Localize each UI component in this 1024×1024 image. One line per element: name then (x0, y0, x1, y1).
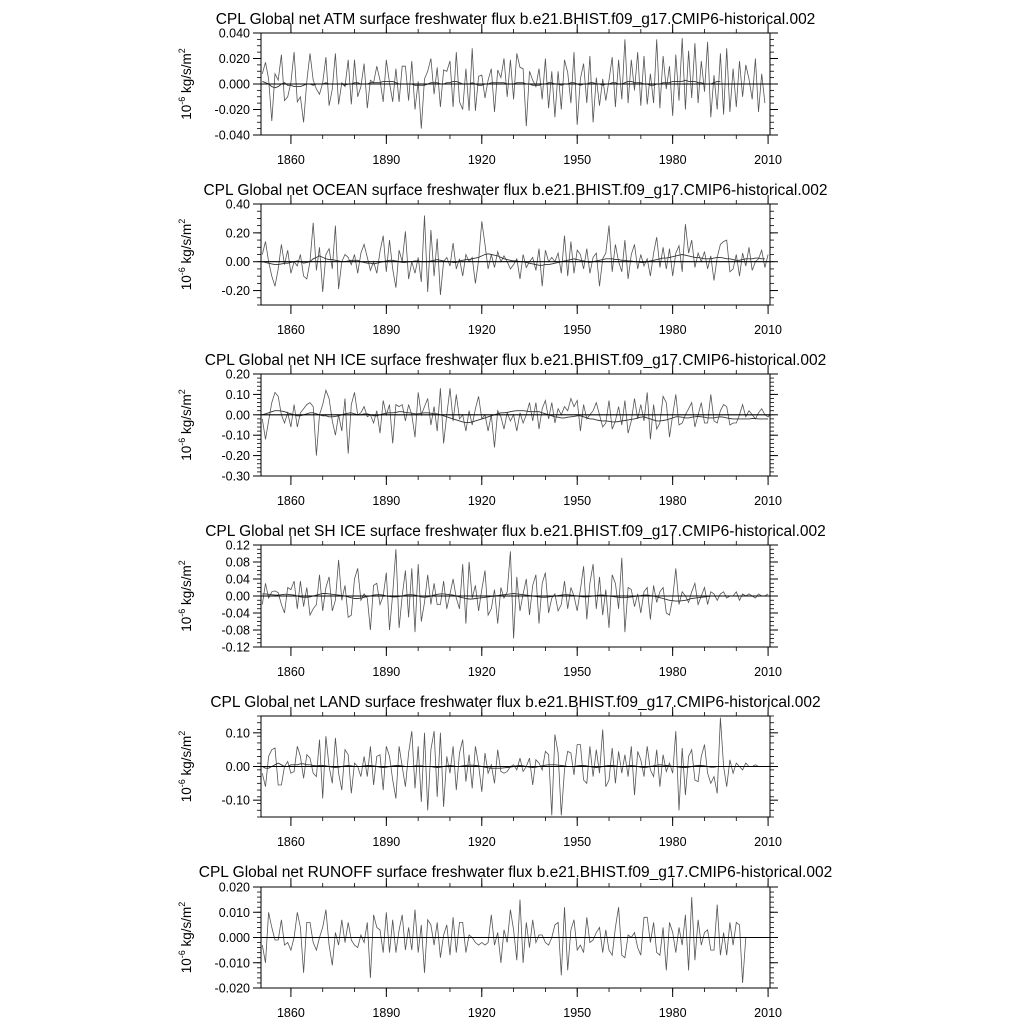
y-axis-label-base: 10 (179, 275, 194, 291)
x-tick-label: 1950 (563, 1006, 592, 1020)
x-tick-label: 2010 (754, 494, 782, 508)
x-tick-label: 1950 (563, 323, 592, 337)
y-tick-label: -0.20 (221, 449, 250, 464)
y-axis-label-base: 10 (179, 787, 194, 803)
x-tick-label: 1890 (372, 665, 401, 679)
y-axis-label-exponent: -6 (177, 437, 187, 446)
y-tick-label: -0.20 (221, 284, 250, 299)
y-axis-label-unit: kg/s/m (179, 394, 194, 438)
chart-title: CPL Global net RUNOFF surface freshwater flux b.e21.BHIST.f09_g17.CMIP6-historical.002 (198, 864, 833, 881)
y-axis-label-base: 10 (179, 445, 194, 461)
x-tick-label: 1980 (658, 323, 687, 337)
series-line-annual (262, 388, 771, 455)
panel-2 (177, 182, 828, 337)
y-tick-label: 0.00 (225, 408, 250, 423)
x-tick-label: 1950 (563, 153, 592, 167)
x-tick-label: 1920 (467, 323, 496, 337)
y-tick-label: 0.040 (218, 26, 250, 41)
y-tick-label: -0.040 (214, 128, 250, 143)
x-tick-label: 1920 (467, 494, 496, 508)
y-tick-label: -0.10 (221, 428, 250, 443)
y-tick-label: 0.10 (225, 387, 250, 402)
y-axis-label-base: 10 (179, 958, 194, 974)
y-axis-label-unit-exponent: 2 (177, 218, 187, 224)
y-axis-label (177, 560, 194, 632)
y-tick-label: 0.020 (218, 880, 250, 895)
x-tick-label: 1920 (467, 665, 496, 679)
series-line-annual (262, 38, 765, 129)
y-axis-label-unit: kg/s/m (179, 223, 194, 268)
x-tick-label: 1950 (563, 494, 592, 508)
chart-title: CPL Global net SH ICE surface freshwater flux b.e21.BHIST.f09_g17.CMIP6-historical.002 (205, 523, 826, 540)
x-tick-label: 2010 (754, 323, 782, 337)
y-tick-label: -0.12 (221, 640, 250, 655)
chart-title: CPL Global net ATM surface freshwater flux b.e21.BHIST.f09_g17.CMIP6-historical.002 (215, 11, 816, 28)
y-tick-label: 0.00 (225, 760, 250, 774)
x-tick-label: 1860 (276, 494, 305, 508)
x-tick-label: 1860 (276, 1006, 305, 1020)
x-tick-label: 1920 (467, 1006, 496, 1020)
panel-3 (177, 352, 826, 508)
y-tick-label: 0.40 (225, 197, 250, 212)
y-axis-label (177, 48, 194, 120)
y-axis-label-base: 10 (179, 104, 194, 120)
x-tick-label: 1890 (372, 835, 401, 849)
y-axis-label-base: 10 (179, 616, 194, 632)
x-tick-label: 2010 (754, 665, 782, 679)
y-tick-label: 0.08 (225, 555, 250, 570)
x-tick-label: 1860 (276, 323, 305, 337)
y-tick-label: -0.020 (214, 103, 250, 117)
x-tick-label: 1980 (658, 494, 687, 508)
y-axis-label-exponent: -6 (177, 950, 187, 959)
y-tick-label: 0.04 (225, 572, 250, 587)
x-tick-label: 2010 (754, 1006, 782, 1020)
panel-5 (177, 694, 821, 849)
x-tick-label: 1980 (658, 153, 687, 167)
x-tick-label: 2010 (754, 153, 782, 167)
y-tick-label: -0.10 (221, 793, 250, 808)
chart-title: CPL Global net OCEAN surface freshwater flux b.e21.BHIST.f09_g17.CMIP6-historical.002 (203, 182, 828, 199)
y-axis-label (177, 389, 194, 461)
x-tick-label: 1890 (372, 494, 401, 508)
y-axis-label-unit-exponent: 2 (177, 48, 187, 54)
x-tick-label: 1890 (372, 323, 401, 337)
x-tick-label: 1860 (276, 665, 305, 679)
chart-title: CPL Global net NH ICE surface freshwater flux b.e21.BHIST.f09_g17.CMIP6-historical.002 (204, 352, 827, 369)
y-axis-label (177, 902, 194, 974)
y-axis-label-unit-exponent: 2 (177, 389, 187, 395)
y-tick-label: 0.10 (225, 726, 250, 741)
x-tick-label: 1860 (276, 835, 305, 849)
y-tick-label: 0.12 (225, 538, 250, 553)
series-line-annual (262, 897, 771, 983)
y-axis-label-unit: kg/s/m (179, 53, 194, 97)
y-tick-label: 0.020 (218, 52, 250, 66)
y-tick-label: 0.20 (225, 367, 250, 382)
y-tick-label: -0.04 (221, 606, 250, 621)
x-tick-label: 1950 (563, 665, 592, 679)
x-tick-label: 1860 (276, 153, 305, 167)
chart-title: CPL Global net LAND surface freshwater flux b.e21.BHIST.f09_g17.CMIP6-historical.002 (210, 694, 821, 711)
x-tick-label: 2010 (754, 835, 782, 849)
y-axis-label (177, 731, 194, 803)
x-tick-label: 1920 (467, 153, 496, 167)
panel-4 (177, 523, 826, 679)
y-tick-label: 0.010 (218, 905, 250, 920)
y-axis-label-unit: kg/s/m (179, 906, 194, 951)
y-axis-label-unit-exponent: 2 (177, 730, 187, 736)
y-tick-label: 0.00 (225, 589, 250, 604)
x-tick-label: 1920 (467, 835, 496, 849)
y-axis-label-exponent: -6 (177, 608, 187, 617)
x-tick-label: 1950 (563, 835, 592, 849)
x-tick-label: 1980 (658, 835, 687, 849)
y-tick-label: -0.010 (214, 956, 250, 971)
y-axis-label-unit-exponent: 2 (177, 901, 187, 907)
y-tick-label: 0.20 (225, 226, 250, 241)
y-tick-label: 0.00 (225, 255, 250, 270)
y-tick-label: -0.08 (221, 623, 250, 638)
y-tick-label: -0.020 (214, 981, 250, 996)
y-axis-label-exponent: -6 (177, 267, 187, 276)
panel-6 (177, 864, 832, 1020)
x-tick-label: 1890 (372, 153, 401, 167)
panel-1 (177, 11, 815, 167)
x-tick-label: 1890 (372, 1006, 401, 1020)
y-axis-label-unit-exponent: 2 (177, 560, 187, 566)
y-tick-label: 0.000 (218, 931, 250, 945)
x-tick-label: 1980 (658, 1006, 687, 1020)
y-tick-label: 0.000 (218, 77, 250, 92)
y-axis-label-unit: kg/s/m (179, 735, 194, 780)
y-axis-label (177, 219, 194, 291)
y-axis-label-exponent: -6 (177, 96, 187, 105)
y-tick-label: -0.30 (221, 469, 250, 484)
x-tick-label: 1980 (658, 665, 687, 679)
y-axis-label-exponent: -6 (177, 779, 187, 788)
y-axis-label-unit: kg/s/m (179, 565, 194, 609)
series-line-annual (262, 216, 768, 295)
